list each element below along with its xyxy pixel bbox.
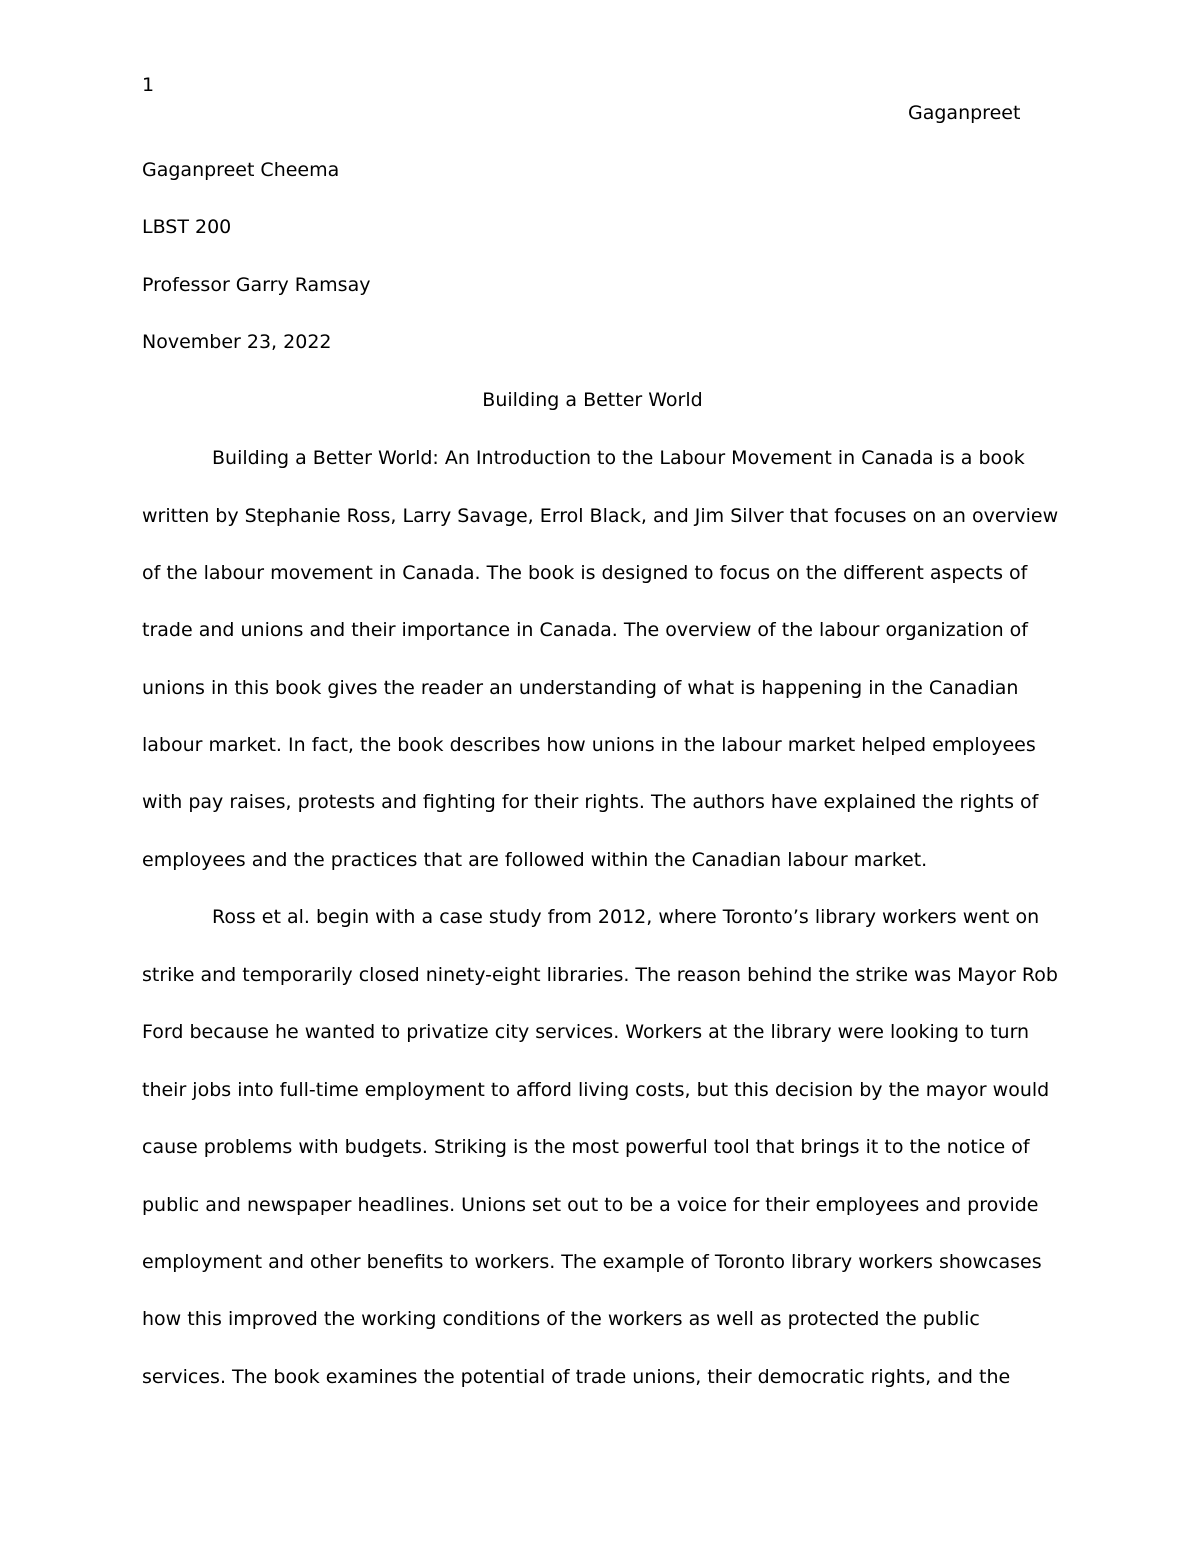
- body-line: public and newspaper headlines. Unions set out to be a voice for their employees and provide: [142, 1194, 1039, 1216]
- body-line: with pay raises, protests and fighting for their rights. The authors have explained the rights of: [142, 791, 1039, 813]
- body-line: of the labour movement in Canada. The book is designed to focus on the different aspects of: [142, 562, 1028, 584]
- body-line: Building a Better World: An Introduction to the Labour Movement in Canada is a book: [212, 447, 1025, 469]
- author-name: Gaganpreet Cheema: [142, 159, 340, 181]
- page-number: 1: [142, 74, 155, 96]
- running-head: Gaganpreet: [908, 102, 1021, 124]
- body-line: services. The book examines the potential of trade unions, their democratic rights, and the: [142, 1366, 1011, 1388]
- body-line: Ross et al. begin with a case study from 2012, where Toronto’s library workers went on: [212, 906, 1040, 928]
- course-code: LBST 200: [142, 216, 232, 238]
- body-line: employment and other benefits to workers. The example of Toronto library workers showcases: [142, 1251, 1042, 1273]
- body-line: written by Stephanie Ross, Larry Savage, Errol Black, and Jim Silver that focuses on an overview: [142, 505, 1059, 527]
- body-line: strike and temporarily closed ninety-eight libraries. The reason behind the strike was Mayor Rob: [142, 964, 1058, 986]
- professor-name: Professor Garry Ramsay: [142, 274, 371, 296]
- document-title: Building a Better World: [482, 389, 703, 411]
- body-line: unions in this book gives the reader an understanding of what is happening in the Canadian: [142, 677, 1019, 699]
- body-line: their jobs into full-time employment to afford living costs, but this decision by the mayor would: [142, 1079, 1050, 1101]
- body-line: Ford because he wanted to privatize city services. Workers at the library were looking to turn: [142, 1021, 1030, 1043]
- body-line: labour market. In fact, the book describes how unions in the labour market helped employees: [142, 734, 1036, 756]
- body-line: trade and unions and their importance in Canada. The overview of the labour organization of: [142, 619, 1028, 641]
- body-line: cause problems with budgets. Striking is the most powerful tool that brings it to the notice of: [142, 1136, 1030, 1158]
- body-line: employees and the practices that are followed within the Canadian labour market.: [142, 849, 928, 871]
- body-line: how this improved the working conditions of the workers as well as protected the public: [142, 1308, 980, 1330]
- submission-date: November 23, 2022: [142, 331, 332, 353]
